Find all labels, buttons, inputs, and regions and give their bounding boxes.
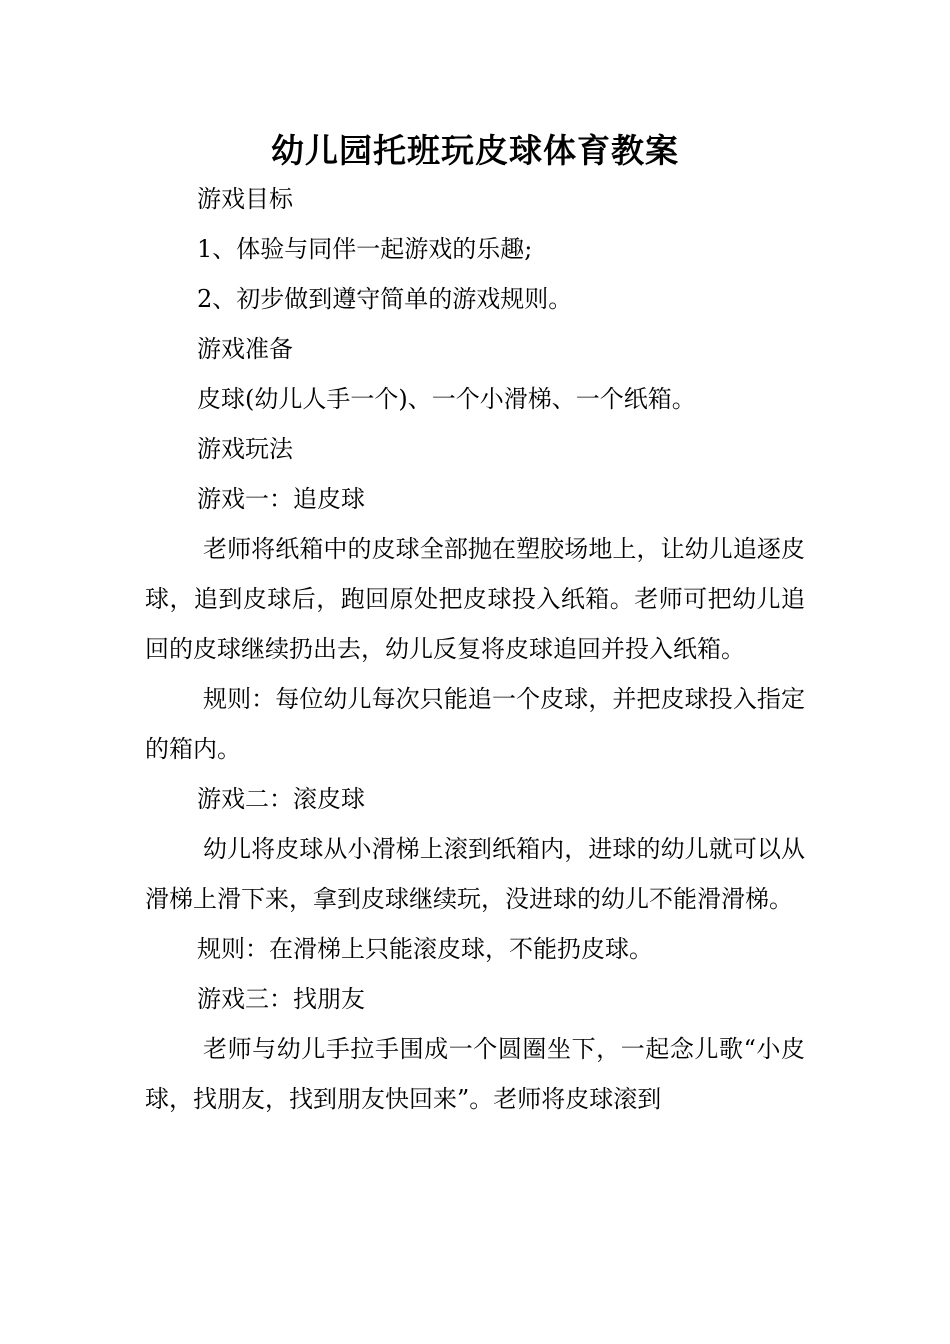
document-title: 幼儿园托班玩皮球体育教案	[271, 131, 679, 170]
game-two-heading: 游戏二：滚皮球	[197, 785, 365, 813]
game-three-heading: 游戏三：找朋友	[197, 985, 365, 1013]
game-two-description: 幼儿将皮球从小滑梯上滚到纸箱内，进球的幼儿就可以从滑梯上滑下来，拿到皮球继续玩，没进球的幼儿不能滑滑梯。	[145, 835, 805, 913]
document-body	[145, 174, 805, 1124]
goal-item-2: 2、初步做到遵守简单的游戏规则。	[197, 285, 573, 313]
game-three-description: 老师与幼儿手拉手围成一个圆圈坐下，一起念儿歌“小皮球，找朋友，找到朋友快回来”。老师将皮球滚到	[145, 1035, 805, 1113]
section-heading-goals: 游戏目标	[197, 185, 293, 213]
goal-item-1: 1、体验与同伴一起游戏的乐趣;	[197, 235, 533, 263]
preparation-text: 皮球(幼儿人手一个)、一个小滑梯、一个纸箱。	[197, 385, 696, 413]
section-heading-preparation: 游戏准备	[197, 335, 293, 363]
game-one-rule: 规则：每位幼儿每次只能追一个皮球，并把皮球投入指定的箱内。	[145, 685, 805, 763]
game-one-heading: 游戏一：追皮球	[197, 485, 365, 513]
game-two-rule: 规则：在滑梯上只能滚皮球，不能扔皮球。	[197, 935, 653, 963]
game-one-description: 老师将纸箱中的皮球全部抛在塑胶场地上，让幼儿追逐皮球，追到皮球后，跑回原处把皮球投入纸箱。老师可把幼儿追回的皮球继续扔出去，幼儿反复将皮球追回并投入纸箱。	[145, 535, 805, 663]
section-heading-gameplay: 游戏玩法	[197, 435, 293, 463]
